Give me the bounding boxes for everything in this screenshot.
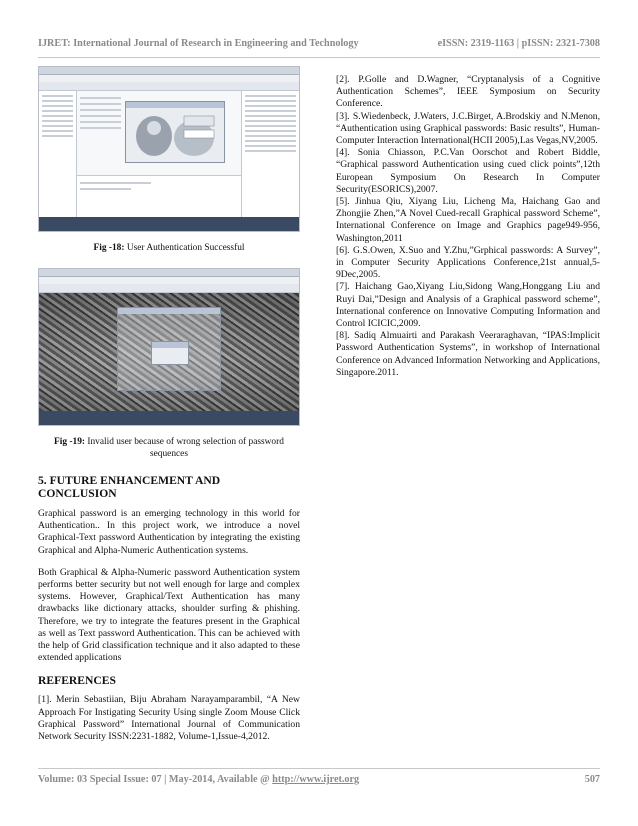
figure-19-caption <box>38 436 300 460</box>
left-column <box>38 62 300 743</box>
window-toolbar <box>39 82 299 91</box>
reference-4: [4]. Sonia Chiasson, P.C.Van Oorschot and Robert Biddle, “Graphical password Authentication using cued click points”,12th European Symposium On Research In Computer Security(ESORICS),2007. <box>336 147 600 195</box>
reference-2: [2]. P.Golle and D.Wagner, “Cryptanalysis of a Cognitive Authentication Schemes”, IEEE Symposium on Security Conference. <box>336 74 600 110</box>
editor-pane <box>77 91 241 175</box>
page-header <box>38 38 600 54</box>
reference-5: [5]. Jinhua Qiu, Xiyang Liu, Licheng Ma, Haichang Gao and Zhongjie Zhen,”A Novel Cued-recall Graphical password Scheme”, International Conference on Image and Graphics page949-956, Washington,2011 <box>336 196 600 244</box>
reference-6: [6]. G.S.Owen, X.Suo and Y.Zhu,”Grphical passwords: A Survey”, in Computer Security Applications Conference,21st annual,5-9Dec,2005. <box>336 244 600 281</box>
error-dialog <box>151 341 189 365</box>
references-title: REFERENCES <box>38 674 116 688</box>
journal-link[interactable]: http://www.ijret.org <box>272 774 360 785</box>
reference-7: [7]. Haichang Gao,Xiyang Liu,Sidong Wang,Honggang Liu and Ruyi Dai,”Design and Analysis of a Graphical password scheme”, International conference on Innovative Computing Information and Control ICICIC,2009. <box>336 281 600 330</box>
window-menubar <box>39 277 299 284</box>
issn: eISSN: 2319-1163 | pISSN: 2321-7308 <box>437 38 600 49</box>
journal-title: IJRET: International Journal of Research in Engineering and Technology <box>38 38 359 49</box>
right-column <box>336 74 600 379</box>
figure-19-text: Invalid user because of wrong selection of password sequences <box>85 437 284 459</box>
section-5-paragraph-1: Graphical password is an emerging technology in this world for Authentication.. In this project work, we introduce a novel Graphical-Text password Authentication by integrating the existing Graphical and Alpha-Numeric Authentication systems. <box>38 508 300 556</box>
page-number: 507 <box>584 774 600 785</box>
reference-3: [3]. S.Wiedenbeck, J.Waters, J.C.Birget, A.Brodskiy and N.Menon, “Authentication using Graphical passwords: Basic results”, Human-Computer Interaction International(HCII 2005),Las Vegas,NV,2005. <box>336 110 600 147</box>
properties-pane <box>241 91 299 217</box>
figure-18-label: Fig -18: <box>93 243 125 253</box>
project-pane <box>39 91 77 217</box>
figure-19-label: Fig -19: <box>54 437 86 447</box>
figure-18-text: User Authentication Successful <box>124 243 245 253</box>
output-pane <box>77 175 241 217</box>
taskbar <box>39 217 299 231</box>
window-toolbar <box>39 284 299 293</box>
section-5-title: 5. FUTURE ENHANCEMENT AND CONCLUSION <box>38 474 221 500</box>
section-5-paragraph-2: Both Graphical & Alpha-Numeric password Authentication system performs better security but not well enough for large and complex systems. However, Graphical/Text Authentication has many drawbacks like dictionary attacks, shoulder surfing & phishing. Therefore, we try to integrate the features present in the Graphical as well as Text password Authentication. This can be achieved with the help of Grid classification technique and it also adapted to these extended applications <box>38 566 300 664</box>
taskbar <box>39 411 299 425</box>
window-titlebar <box>39 67 299 75</box>
volume-info: Volume: 03 Special Issue: 07 | May-2014, Available @ <box>38 774 273 785</box>
login-dialog <box>125 101 225 163</box>
figure-18-screenshot <box>38 66 300 232</box>
figure-19-screenshot <box>38 268 300 426</box>
robot-image <box>126 108 224 162</box>
window-menubar <box>39 75 299 82</box>
header-rule <box>38 57 600 58</box>
figure-18-caption <box>38 242 300 254</box>
footer-rule <box>38 768 600 769</box>
reference-8: [8]. Sadiq Almuairti and Parakash Veeraraghavan, “IPAS:Implicit Password Authentication Systems”, in workshop of International Conference on Advanced Information Networking and Applications, Singapore.2011. <box>336 330 600 378</box>
reference-1: [1]. Merin Sebastiian, Biju Abraham Narayamparambil, “A New Approach For Instigating Security Using single Zoom Mouse Click Graphical Password” International Journal of Communication Network Security ISSN:2231-1882, Volume-1,Issue-4,2012. <box>38 694 300 743</box>
window-titlebar <box>39 269 299 277</box>
